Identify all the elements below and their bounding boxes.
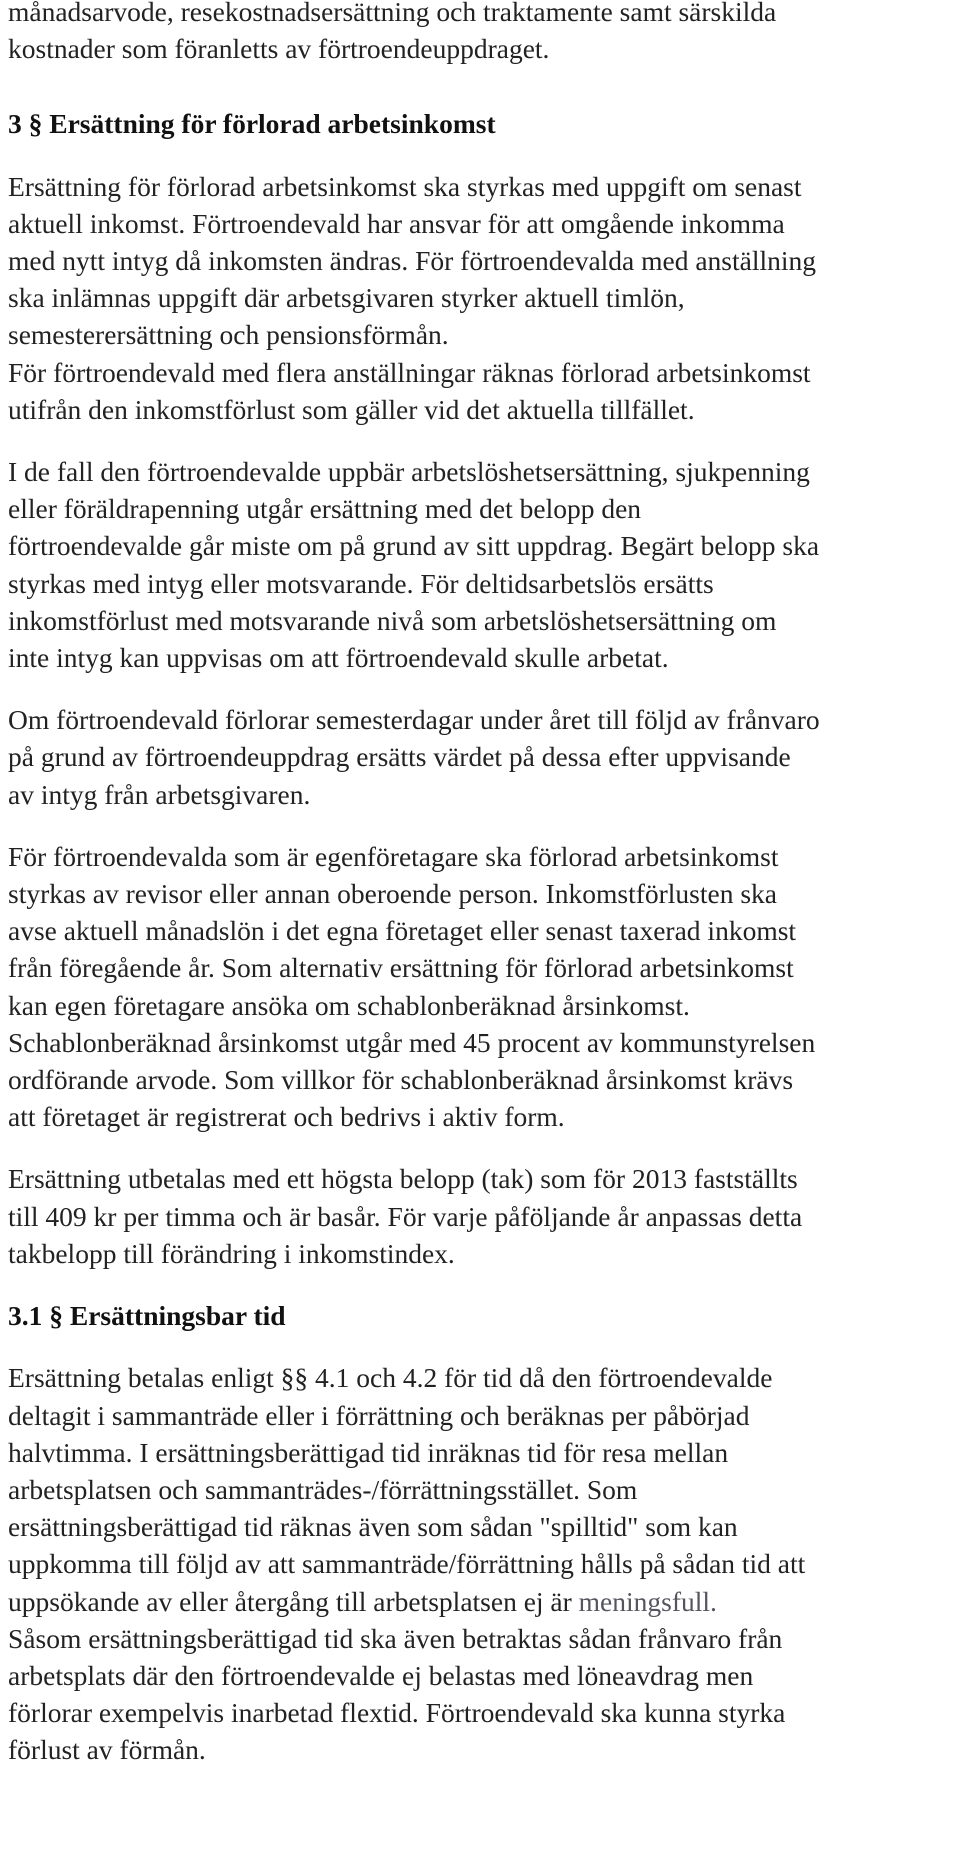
faded-word: meningsfull. — [578, 1585, 717, 1617]
section-3-paragraph-3: Om förtroendevald förlorar semesterdagar under året till följd av frånvaro på grund av förtroendeuppdrag ersätts värdet på dessa efter uppvisande av intyg från arbetsgivaren. — [8, 704, 820, 810]
section-3-paragraph-4: För förtroendevalda som är egenföretagare ska förlorad arbetsinkomst styrkas av revisor eller annan oberoende person. Inkomstförlusten ska avse aktuell månadslön i det egna företaget eller senast taxerad inkomst från föregående år. Som alternativ ersättning för förlorad arbetsinkomst kan egen företagare ansöka om schablonberäknad årsinkomst. Schablonberäknad årsinkomst utgår med 45 procent av kommunstyrelsen ordförande arvode. Som villkor för schablonberäknad årsinkomst krävs att företaget är registrerat och bedrivs i aktiv form. — [8, 840, 816, 1133]
section-3-heading: 3 § Ersättning för förlorad arbetsinkomst — [8, 108, 496, 140]
section-3-paragraph-1: Ersättning för förlorad arbetsinkomst ska styrkas med uppgift om senast aktuell inkomst. Förtroendevald har ansvar för att omgående inkomma med nytt intyg då inkomsten ändras. För förtroendevalda med anställning ska inlämnas uppgift där arbetsgivaren styrker aktuell timlön, semesterersättning och pensionsförmån. För förtroendevald med flera anställningar räknas förlorad arbetsinkomst utifrån den inkomstförlust som gäller vid det aktuella tillfället. — [8, 170, 817, 425]
document-page — [8, 0, 953, 1769]
section-3-1-heading: 3.1 § Ersättningsbar tid — [8, 1300, 286, 1332]
section-3-1-paragraph — [8, 1359, 953, 1768]
section-3-1-paragraph-tail: Såsom ersättningsberättigad tid ska även betraktas sådan frånvaro från arbetsplats där den förtroendevalde ej belastas med löneavdrag men förlorar exempelvis inarbetad flextid. Förtroendevald ska kunna styrka förlust av förmån. — [8, 1622, 786, 1766]
section-3-paragraph-5: Ersättning utbetalas med ett högsta belopp (tak) som för 2013 fastställts till 409 kr per timma och är basår. För varje påföljande år anpassas detta takbelopp till förändring i inkomstindex. — [8, 1163, 803, 1269]
section-3-paragraph-2: I de fall den förtroendevalde uppbär arbetslöshetsersättning, sjukpenning eller föräldrapenning utgår ersättning med det belopp den förtroendevalde går miste om på grund av sitt uppdrag. Begärt belopp ska styrkas med intyg eller motsvarande. För deltidsarbetslös ersätts inkomstförlust med motsvarande nivå som arbetslöshetsersättning om inte intyg kan uppvisas om att förtroendevald skulle arbetat. — [8, 456, 820, 674]
section-3-1-paragraph-main: Ersättning betalas enligt §§ 4.1 och 4.2 för tid då den förtroendevalde deltagit i sammanträde eller i förrättning och beräknas per påbörjad halvtimma. I ersättningsberättigad tid inräknas tid för resa mellan arbetsplatsen och sammanträdes-/förrättningsstället. Som ersättningsberättigad tid räknas även som sådan "spilltid" som kan uppkomma till följd av att sammanträde/förrättning hålls på sådan tid att uppsökande av eller återgång till arbetsplatsen ej är — [8, 1362, 806, 1617]
intro-paragraph: månadsarvode, resekostnadsersättning och traktamente samt särskilda kostnader som föranletts av förtroendeuppdraget. — [8, 0, 777, 65]
